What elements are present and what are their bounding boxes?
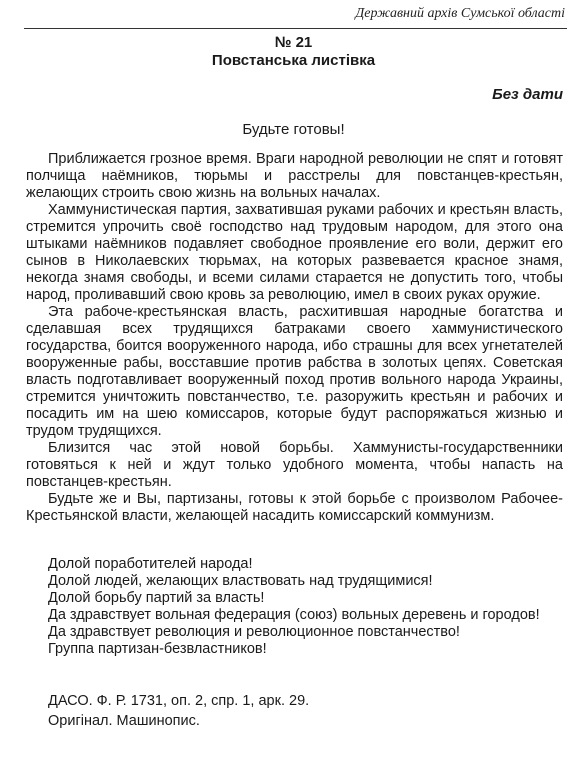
slogan: Долой борьбу партий за власть! xyxy=(48,590,265,606)
body-paragraph: Приближается грозное время. Враги народной революции не спят и готовят полчища наёмников, тюрьмы и расстрелы для повстанцев-крестьян, желающих строить свою жизнь на вольных началах. xyxy=(26,151,563,201)
slogan: Да здравствует революция и революционное повстанчество! xyxy=(48,624,460,640)
slogan: Группа партизан-безвластников! xyxy=(48,641,267,657)
header-divider xyxy=(24,28,567,29)
body-paragraph: Будьте же и Вы, партизаны, готовы к этой борьбе с произволом Рабочее-Крестьянской власти, желающей насадить комиссарский коммунизм. xyxy=(26,491,563,524)
source-note: Оригінал. Машинопис. xyxy=(48,713,200,729)
slogan: Долой поработителей народа! xyxy=(48,556,253,572)
document-title: Повстанська листівка xyxy=(211,52,376,69)
leaflet-body xyxy=(26,151,563,525)
source-block xyxy=(48,693,309,733)
body-paragraph: Близится час этой новой борьбы. Хаммунисты-государственники готовяться к ней и ждут только удобного момента, чтобы напасть на повстанцев-крестьян. xyxy=(26,440,563,490)
slogan: Да здравствует вольная федерация (союз) вольных деревень и городов! xyxy=(48,607,540,623)
document-number: № 21 xyxy=(274,34,313,51)
document-date: Без дати xyxy=(492,86,563,103)
running-header: Державний архів Сумської області xyxy=(355,6,565,21)
body-paragraph: Хаммунистическая партия, захватившая руками рабочих и крестьян власть, стремится упрочить своё господство над трудовым народом, для этого она штыками наёмников подавляет свободное проявление его воли, держит его сынов в Николаевских тюрьмах, на которых развевается красное знамя, некогда знамя свободы, и всеми силами старается не допустить того, чтобы народ, проливавший свою кровь за революцию, имел в своих руках оружие. xyxy=(26,202,563,303)
body-paragraph: Эта рабоче-крестьянская власть, расхитившая народные богатства и сделавшая всех трудящихся батраками своего хаммунистического государства, боится вооруженного народа, ибо страшны для всех угнетателей вооруженные рабы, восставшие против рабства в золотых цепях. Советская власть подготавливает вооруженный поход против вольного народа Украины, стремится уничтожить повстанчество, т.е. разоружить крестьян и рабочих и посадить им на шею комиссаров, которые будут распоряжаться жизнью и трудом трудящихся. xyxy=(26,304,563,439)
slogan: Долой людей, желающих властвовать над трудящимися! xyxy=(48,573,433,589)
leaflet-heading: Будьте готовы! xyxy=(242,121,345,138)
slogan-list xyxy=(26,556,563,658)
source-reference: ДАСО. Ф. Р. 1731, оп. 2, спр. 1, арк. 29. xyxy=(48,693,310,709)
